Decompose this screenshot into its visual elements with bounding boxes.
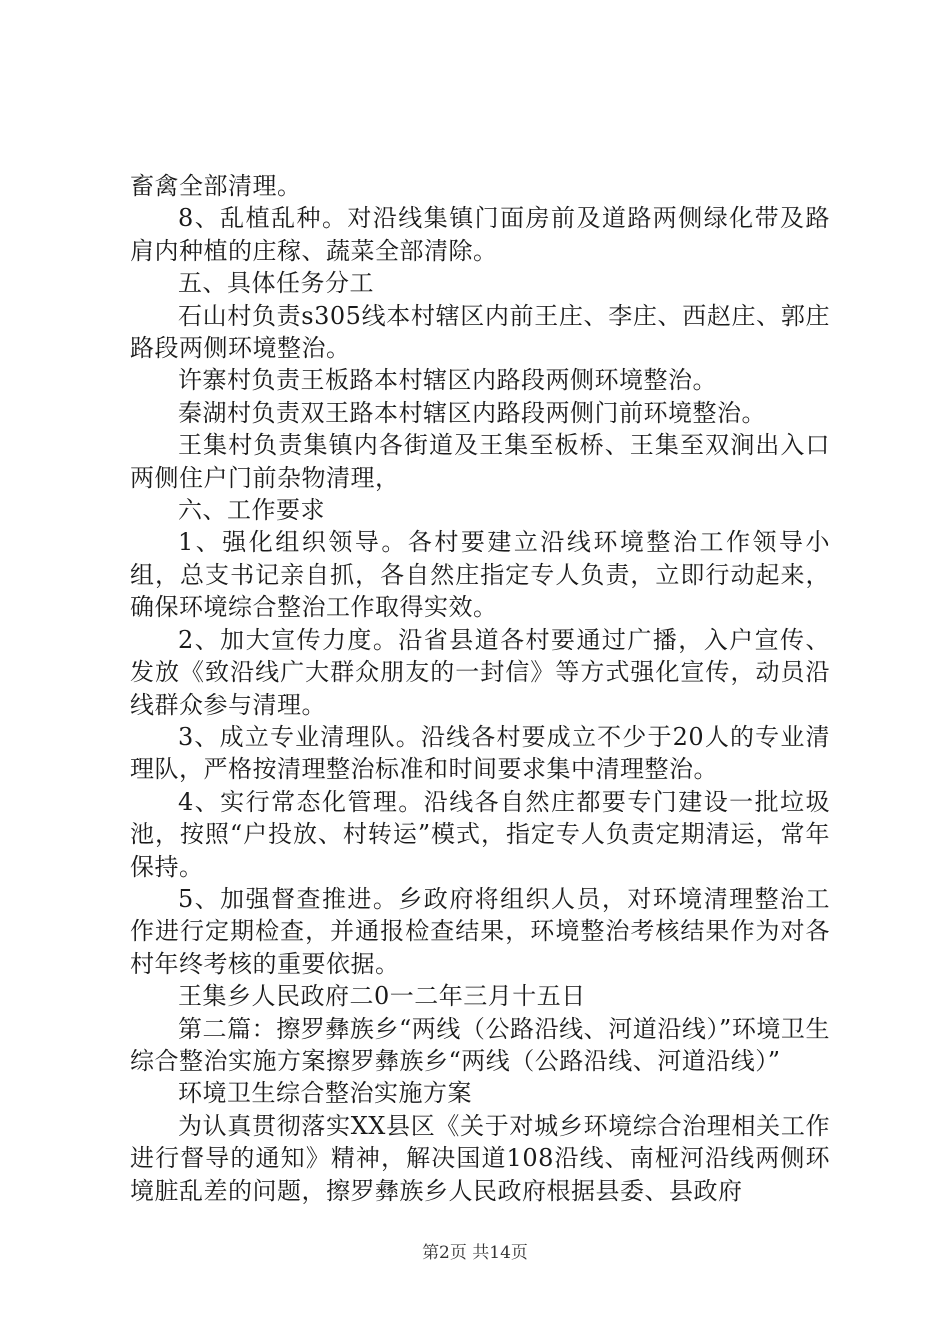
paragraph-12: 4、实行常态化管理。沿线各自然庄都要专门建设一批垃圾池，按照“户投放、村转运”模式，指定专人负责定期清运，常年保持。: [130, 787, 830, 881]
paragraph-5: 许寨村负责王板路本村辖区内路段两侧环境整治。: [178, 366, 717, 395]
paragraph-6: 秦湖村负责双王路本村辖区内路段两侧门前环境整治。: [178, 398, 766, 427]
paragraph-1: 畜禽全部清理。: [130, 172, 302, 200]
paragraph-9: 1、强化组织领导。各村要建立沿线环境整治工作领导小组，总支书记亲自抓，各自然庄指定专人负责，立即行动起来，确保环境综合整治工作取得实效。: [130, 528, 830, 622]
document-body: [130, 170, 830, 1207]
page-footer: 第2页 共14页: [422, 1243, 528, 1263]
part-two-title: 第二篇：擦罗彝族乡“两线（公路沿线、河道沿线）”环境卫生综合整治实施方案擦罗彝族乡“两线（公路沿线、河道沿线）”: [130, 1014, 830, 1075]
paragraph-4: 石山村负责s305线本村辖区内前王庄、李庄、西赵庄、郭庄路段两侧环境整治。: [130, 301, 830, 363]
paragraph-7: 王集村负责集镇内各街道及王集至板桥、王集至双涧出入口两侧住户门前杂物清理，: [130, 431, 830, 492]
section-heading-6: 六、工作要求: [178, 496, 325, 525]
section-heading-5: 五、具体任务分工: [178, 269, 374, 298]
paragraph-13: 5、加强督查推进。乡政府将组织人员，对环境清理整治工作进行定期检查，并通报检查结果，环境整治考核结果作为对各村年终考核的重要依据。: [130, 884, 830, 978]
paragraph-2: 8、乱植乱种。对沿线集镇门面房前及道路两侧绿化带及路肩内种植的庄稼、蔬菜全部清除。: [130, 204, 830, 265]
paragraph-11: 3、成立专业清理队。沿线各村要成立不少于20人的专业清理队，严格按清理整治标准和时间要求集中清理整治。: [130, 722, 830, 784]
paragraph-17: 为认真贯彻落实XX县区《关于对城乡环境综合治理相关工作进行督导的通知》精神，解决国道108沿线、南桠河沿线两侧环境脏乱差的问题，擦罗彝族乡人民政府根据县委、县政府: [130, 1111, 830, 1205]
paragraph-10: 2、加大宣传力度。沿省县道各村要通过广播，入户宣传、发放《致沿线广大群众朋友的一封信》等方式强化宣传，动员沿线群众参与清理。: [130, 625, 830, 719]
signature-line: 王集乡人民政府二0一二年三月十五日: [178, 982, 586, 1011]
part-two-subtitle: 环境卫生综合整治实施方案: [178, 1079, 472, 1108]
